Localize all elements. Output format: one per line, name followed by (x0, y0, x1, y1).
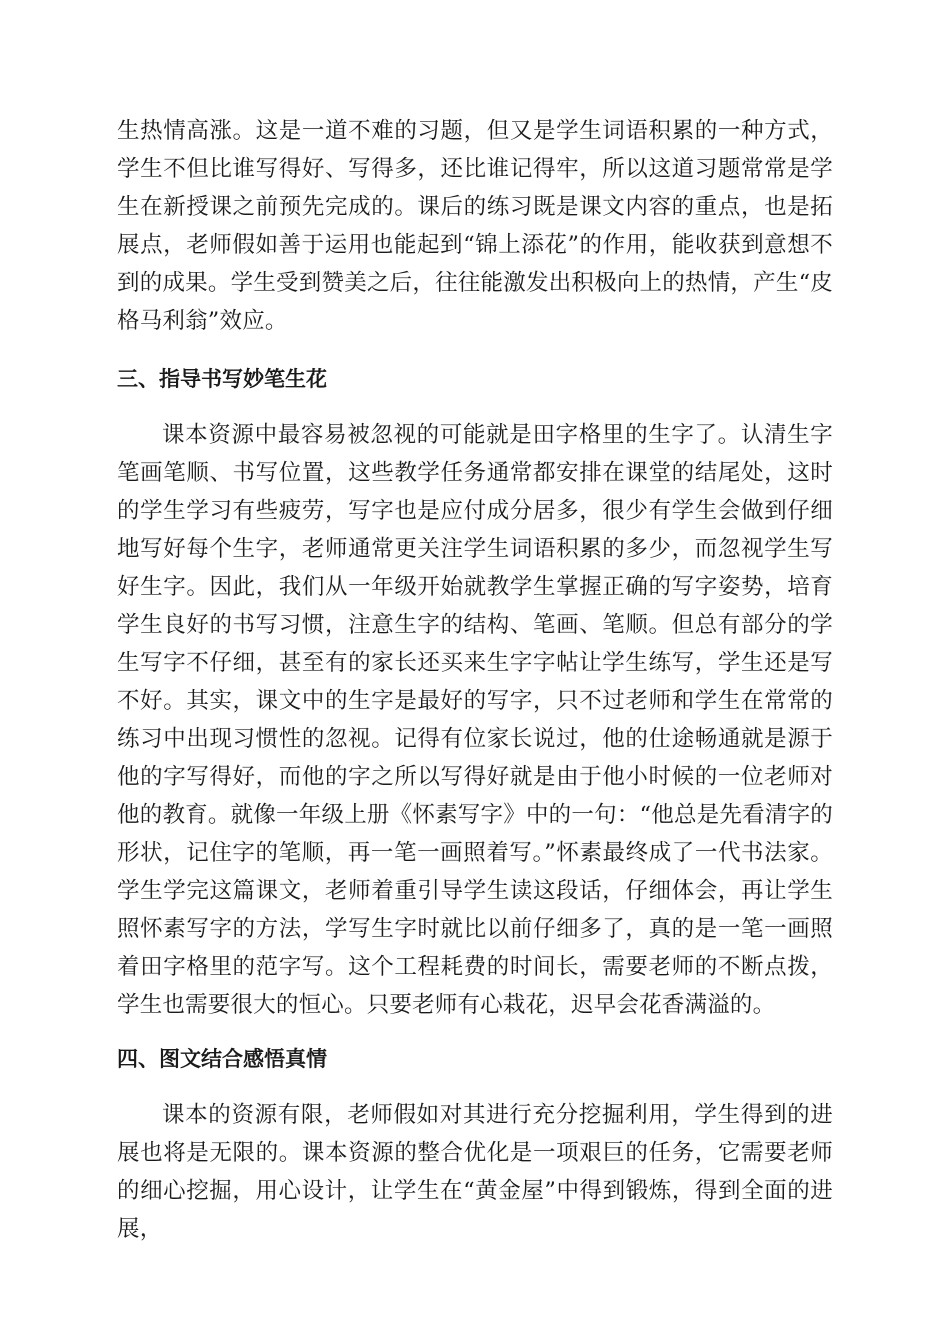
paragraph-continued: 生热情高涨。这是一道不难的习题，但又是学生词语积累的一种方式，学生不但比谁写得好、写得多，还比谁记得牢，所以这道习题常常是学生在新授课之前预先完成的。课后的练习既是课文内容的重点，也是拓展点，老师假如善于运用也能起到“锦上添花”的作用，能收获到意想不到的成果。学生受到赞美之后，往往能激发出积极向上的热情，产生“皮格马利翁”效应。 (117, 118, 833, 334)
paragraph-text-image: 课本的资源有限，老师假如对其进行充分挖掘利用，学生得到的进展也将是无限的。课本资源的整合优化是一项艰巨的任务，它需要老师的细心挖掘，用心设计，让学生在“黄金屋”中得到锻炼，得到全面的进展， (117, 1102, 833, 1242)
section-heading-3: 三、指导书写妙笔生花 (117, 367, 327, 391)
paragraph-writing-guidance: 课本资源中最容易被忽视的可能就是田字格里的生字了。认清生字笔画笔顺、书写位置，这些教学任务通常都安排在课堂的结尾处，这时的学生学习有些疲劳，写字也是应付成分居多，很少有学生会做到仔细地写好每个生字，老师通常更关注学生词语积累的多少，而忽视学生写好生字。因此，我们从一年级开始就教学生掌握正确的写字姿势，培育学生良好的书写习惯，注意生字的结构、笔画、笔顺。但总有部分的学生写字不仔细，甚至有的家长还买来生字字帖让学生练写，学生还是写不好。其实，课文中的生字是最好的写字，只不过老师和学生在常常的练习中出现习惯性的忽视。记得有位家长说过，他的仕途畅通就是源于他的字写得好，而他的字之所以写得好就是由于他小时候的一位老师对他的教育。就像一年级上册《怀素写字》中的一句：“他总是先看清字的形状，记住字的笔顺，再一笔一画照着写。”怀素最终成了一代书法家。学生学完这篇课文，老师着重引导学生读这段话，仔细体会，再让学生照怀素写字的方法，学写生字时就比以前仔细多了，真的是一笔一画照着田字格里的范字写。这个工程耗费的时间长，需要老师的不断点拨，学生也需要很大的恒心。只要老师有心栽花，迟早会花香满溢的。 (117, 422, 833, 1018)
section-heading-4: 四、图文结合感悟真情 (117, 1047, 327, 1071)
document-page (117, 112, 833, 1248)
